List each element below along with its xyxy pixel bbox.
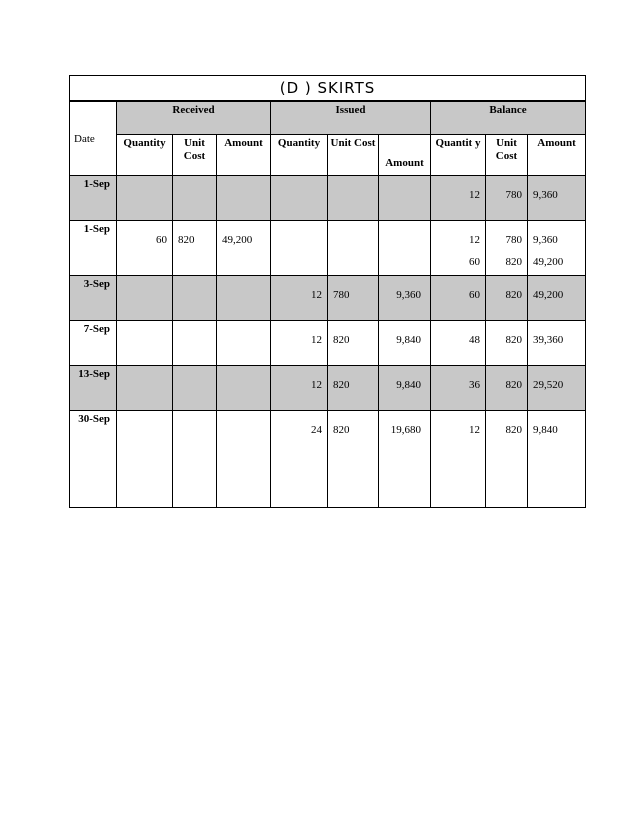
received-unit-cost-cell [173,411,217,508]
issued-header: Issued [271,101,431,135]
issued-quantity-cell [271,321,328,366]
received-unit-cost-cell [173,176,217,221]
received-amount-cell [217,321,271,366]
table-row [70,366,586,411]
received-unit-cost-cell [173,366,217,411]
issued-quantity-cell [271,276,328,321]
balance-header: Balance [431,101,586,135]
issued-amount-value: 9,360 [396,289,421,301]
balance-quantity-cell [431,276,486,321]
balance-amount-cell [528,321,586,366]
received-quantity-header: Quantity [117,135,173,176]
balance-unit-cost-cell [486,221,528,276]
received-amount-header: Amount [217,135,271,176]
issued-amount-cell [379,221,431,276]
issued-amount-cell [379,321,431,366]
issued-unit-cost-value: 820 [333,379,350,391]
balance-amount-value: 9,360 [533,234,558,246]
balance-quantity-value: 60 [469,289,480,301]
balance-amount-cell [528,221,586,276]
table-row [70,176,586,221]
balance-unit-cost-value: 820 [505,379,522,391]
received-quantity-cell [117,411,173,508]
balance-unit-cost-value: 820 [505,256,522,268]
issued-quantity-value: 12 [311,289,322,301]
balance-unit-cost-cell [486,321,528,366]
table-row [70,221,586,276]
table-row [70,321,586,366]
title-row [70,76,586,102]
issued-unit-cost-cell [328,366,379,411]
received-unit-cost-value: 820 [178,234,195,246]
received-quantity-cell [117,221,173,276]
balance-amount-header: Amount [528,135,586,176]
date-cell: 30-Sep [70,411,117,508]
balance-quantity-cell [431,321,486,366]
issued-quantity-cell [271,411,328,508]
balance-amount-cell [528,176,586,221]
date-cell: 1-Sep [70,176,117,221]
issued-quantity-value: 12 [311,379,322,391]
balance-quantity-header: Quantit y [431,135,486,176]
balance-quantity-value: 60 [469,256,480,268]
balance-amount-cell [528,411,586,508]
balance-amount-value: 39,360 [533,334,564,346]
issued-unit-cost-cell [328,321,379,366]
balance-quantity-cell [431,221,486,276]
issued-quantity-cell [271,221,328,276]
balance-quantity-cell [431,176,486,221]
issued-quantity-value: 24 [311,424,322,436]
balance-unit-cost-value: 820 [505,424,522,436]
balance-unit-cost-cell [486,276,528,321]
issued-unit-cost-header: Unit Cost [328,135,379,176]
balance-quantity-value: 48 [469,334,480,346]
issued-quantity-cell [271,176,328,221]
received-amount-cell [217,221,271,276]
received-unit-cost-cell [173,276,217,321]
issued-amount-cell [379,366,431,411]
balance-amount-value: 49,200 [533,256,564,268]
group-header-row [70,101,586,135]
received-unit-cost-cell [173,321,217,366]
balance-amount-cell [528,276,586,321]
balance-unit-cost-value: 820 [505,334,522,346]
balance-quantity-value: 36 [469,379,480,391]
column-header-row [70,135,586,176]
issued-amount-value: 9,840 [396,334,421,346]
received-quantity-cell [117,176,173,221]
received-unit-cost-cell [173,221,217,276]
received-amount-cell [217,411,271,508]
balance-amount-cell [528,366,586,411]
table-row [70,411,586,508]
balance-unit-cost-value: 780 [505,189,522,201]
balance-unit-cost-cell [486,176,528,221]
ledger-body [70,176,586,508]
date-cell: 7-Sep [70,321,117,366]
received-amount-value: 49,200 [222,234,253,246]
date-cell: 1-Sep [70,221,117,276]
issued-unit-cost-value: 820 [333,424,350,436]
balance-quantity-value: 12 [469,424,480,436]
received-amount-cell [217,176,271,221]
received-amount-cell [217,366,271,411]
issued-unit-cost-value: 780 [333,289,350,301]
issued-amount-value: 9,840 [396,379,421,391]
balance-amount-value: 9,840 [533,424,558,436]
balance-unit-cost-value: 780 [505,234,522,246]
balance-quantity-cell [431,411,486,508]
balance-unit-cost-value: 820 [505,289,522,301]
issued-quantity-cell [271,366,328,411]
received-quantity-cell [117,276,173,321]
issued-quantity-header: Quantity [271,135,328,176]
balance-amount-value: 29,520 [533,379,564,391]
received-quantity-cell [117,366,173,411]
date-cell: 13-Sep [70,366,117,411]
balance-amount-value: 9,360 [533,189,558,201]
date-cell: 3-Sep [70,276,117,321]
issued-unit-cost-cell [328,276,379,321]
received-header: Received [117,101,271,135]
balance-quantity-value: 12 [469,234,480,246]
balance-unit-cost-cell [486,411,528,508]
balance-quantity-cell [431,366,486,411]
balance-unit-cost-header: Unit Cost [486,135,528,176]
table-row [70,276,586,321]
received-amount-cell [217,276,271,321]
balance-quantity-value: 12 [469,189,480,201]
received-quantity-cell [117,321,173,366]
date-header: Date [70,101,117,176]
issued-amount-cell [379,176,431,221]
issued-unit-cost-cell [328,411,379,508]
table-title: (D ) SKIRTS [70,76,586,102]
received-quantity-value: 60 [156,234,167,246]
balance-amount-value: 49,200 [533,289,564,301]
issued-amount-header: Amount [379,135,431,176]
issued-unit-cost-cell [328,221,379,276]
issued-quantity-value: 12 [311,334,322,346]
issued-amount-cell [379,411,431,508]
inventory-ledger-table [69,75,586,508]
issued-amount-value: 19,680 [390,424,421,436]
issued-amount-cell [379,276,431,321]
received-unit-cost-header: Unit Cost [173,135,217,176]
issued-unit-cost-cell [328,176,379,221]
balance-unit-cost-cell [486,366,528,411]
issued-unit-cost-value: 820 [333,334,350,346]
